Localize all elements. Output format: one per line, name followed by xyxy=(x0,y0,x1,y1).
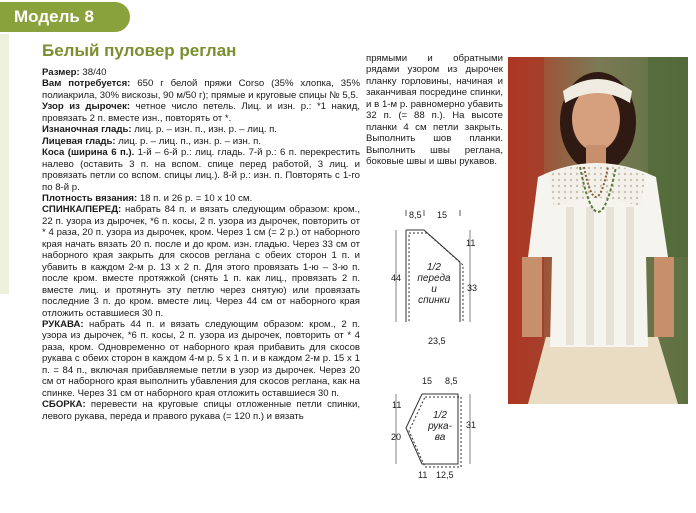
cable-paragraph xyxy=(42,147,360,193)
model-photo xyxy=(508,57,688,404)
body-label-line-4: спинки xyxy=(418,295,450,306)
sleeve-piece-label xyxy=(424,410,456,443)
size-paragraph xyxy=(42,67,360,78)
sleeve-paragraph xyxy=(42,319,360,399)
sleeve-dim-top-left: 15 xyxy=(422,376,433,386)
sleeve-dim-left-upper: 11 xyxy=(392,400,402,410)
materials-label: Вам потребуется: xyxy=(42,78,131,90)
back-value: набрать 84 п. и вязать следующим образом: кром., 22 п. узора из дырочек, *6 п. косы, 2 п. узора из дырочек, повторить от * 4 раза, 20 п. узора из дырочек, кром. Через 1 см (= 2 р.) от наборного края начать вязать 20 п. после и до кром. изн. гладью. Через 33 см от наборного края закрыть для скосов реглана с обеих сторон 1 п. и убавить в каждом 2-м р. 13 х 2 п. Для этого провязать 1-ю – 3-ю п. после кром. вместе протяжкой (снять 1 п. как лиц., провязать 2 п. вместе лиц. и протянуть эту петлю через снятую) или провязать последние 3 п. до кром. вместе лиц. Через 44 см от наборного края отложить оставшиеся 30 п. xyxy=(42,204,360,319)
body-label-line-2: переда xyxy=(417,273,451,284)
body-label-line-1: 1/2 xyxy=(427,262,441,273)
assembly-paragraph xyxy=(42,399,360,422)
page-title: Белый пуловер реглан xyxy=(42,41,237,60)
cable-label: Коса (ширина 6 п.). xyxy=(42,147,135,159)
sleeve-dim-top-right: 8,5 xyxy=(445,376,458,386)
reverse-paragraph xyxy=(42,124,360,135)
reverse-label: Изнаночная гладь: xyxy=(42,124,132,136)
sleeve-dim-left-lower: 20 xyxy=(391,432,402,442)
body-dim-top-right: 15 xyxy=(437,210,448,220)
reverse-value: лиц. р. – изн. п., изн. р. – лиц. п. xyxy=(131,124,277,136)
back-paragraph xyxy=(42,204,360,319)
stockinette-label: Лицевая гладь: xyxy=(42,135,116,147)
sleeve-label-line-1: 1/2 xyxy=(433,410,447,421)
page-edge-stripe xyxy=(0,34,9,294)
body-dim-top-left: 8,5 xyxy=(409,210,422,220)
body-dim-right-lower: 33 xyxy=(467,283,478,293)
eyelet-label: Узор из дырочек: xyxy=(42,101,131,113)
materials-paragraph xyxy=(42,78,360,101)
stockinette-value: лиц. р. – лиц. п., изн. р. – изн. п. xyxy=(115,135,262,147)
sleeve-value: набрать 44 п. и вязать следующим образом: кром., 2 п. узора из дырочек, *6 п. косы, 2 п. узора из дырочек, повторить от * 4 раза, кром. Одновременно от наборного края прибавить для скосов рукава с обеих сторон в каждом 4-м р. 5 х 1 п. и в каждом 2-м р. 15 х 1 п. = 84 п., включая прибавляемые петли в узор из дырочек. Через 20 см от наборного края выполнить убавления для скосов реглана, как на спинке. Через 31 см от наборного края отложить оставшиеся 30 п. xyxy=(42,318,360,399)
body-dim-right-upper: 11 xyxy=(466,238,476,248)
gauge-value: 18 п. и 26 р. = 10 х 10 см. xyxy=(137,192,253,204)
sleeve-label-line-3: ва xyxy=(434,432,446,443)
sleeve-dim-bottom-right: 12,5 xyxy=(436,470,454,480)
sleeve-dim-right: 31 xyxy=(466,420,477,430)
sleeve-label: РУКАВА: xyxy=(42,318,84,330)
size-label: Размер: xyxy=(42,67,80,78)
assembly-label: СБОРКА: xyxy=(42,399,86,411)
instructions-column-1 xyxy=(42,67,360,422)
body-dim-bottom: 23,5 xyxy=(428,336,446,346)
sleeve-label-line-2: рука- xyxy=(428,421,452,432)
stockinette-paragraph xyxy=(42,136,360,147)
model-badge xyxy=(0,2,130,32)
materials-value: 650 г белой пряжи Corso (35% хлопка, 35% полиакрила, 30% вискозы, 90 м/50 г); прямые и круговые спицы № 5,5. xyxy=(42,78,360,101)
gauge-paragraph xyxy=(42,193,360,204)
gauge-label: Плотность вязания: xyxy=(42,192,138,204)
sleeve-dim-bottom-left: 11 xyxy=(418,470,428,480)
assembly-value: перевести на круговые спицы отложенные петли спинки, левого рукава, переда и правого рукава (= 120 п.) и вязать xyxy=(42,399,360,422)
eyelet-paragraph xyxy=(42,101,360,124)
instructions-column-2: прямыми и обратными рядами узором из дырочек планку горловины, начиная и заканчивая посредине спинки, и в 1-м р. равномерно убавить 32 п. (= 88 п.). На высоте планки 4 см петли закрыть. Выполнить шов планки. Выполнить швы реглана, боковые швы и швы рукавов. xyxy=(366,53,503,168)
cable-value: 1-й – 6-й р.: лиц. гладь. 7-й р.: 6 п. перекрестить налево (оставить 3 п. на вспом. спице перед работой, 3 лиц. и провязать петли со вспом. спицы лиц.). 8-й р.: изн. п. Повторять с 1-го по 8-й р. xyxy=(42,147,360,193)
body-dim-left: 44 xyxy=(391,273,402,283)
body-label-line-3: и xyxy=(431,284,437,295)
back-label: СПИНКА/ПЕРЕД: xyxy=(42,204,122,216)
size-value: 38/40 xyxy=(79,67,107,78)
body-piece-label xyxy=(414,262,454,306)
model-badge-label: Модель 8 xyxy=(14,7,94,26)
eyelet-value: четное число петель. Лиц. и изн. р.: *1 накид, провязать 2 п. вместе изн., повторять от *. xyxy=(42,101,360,124)
